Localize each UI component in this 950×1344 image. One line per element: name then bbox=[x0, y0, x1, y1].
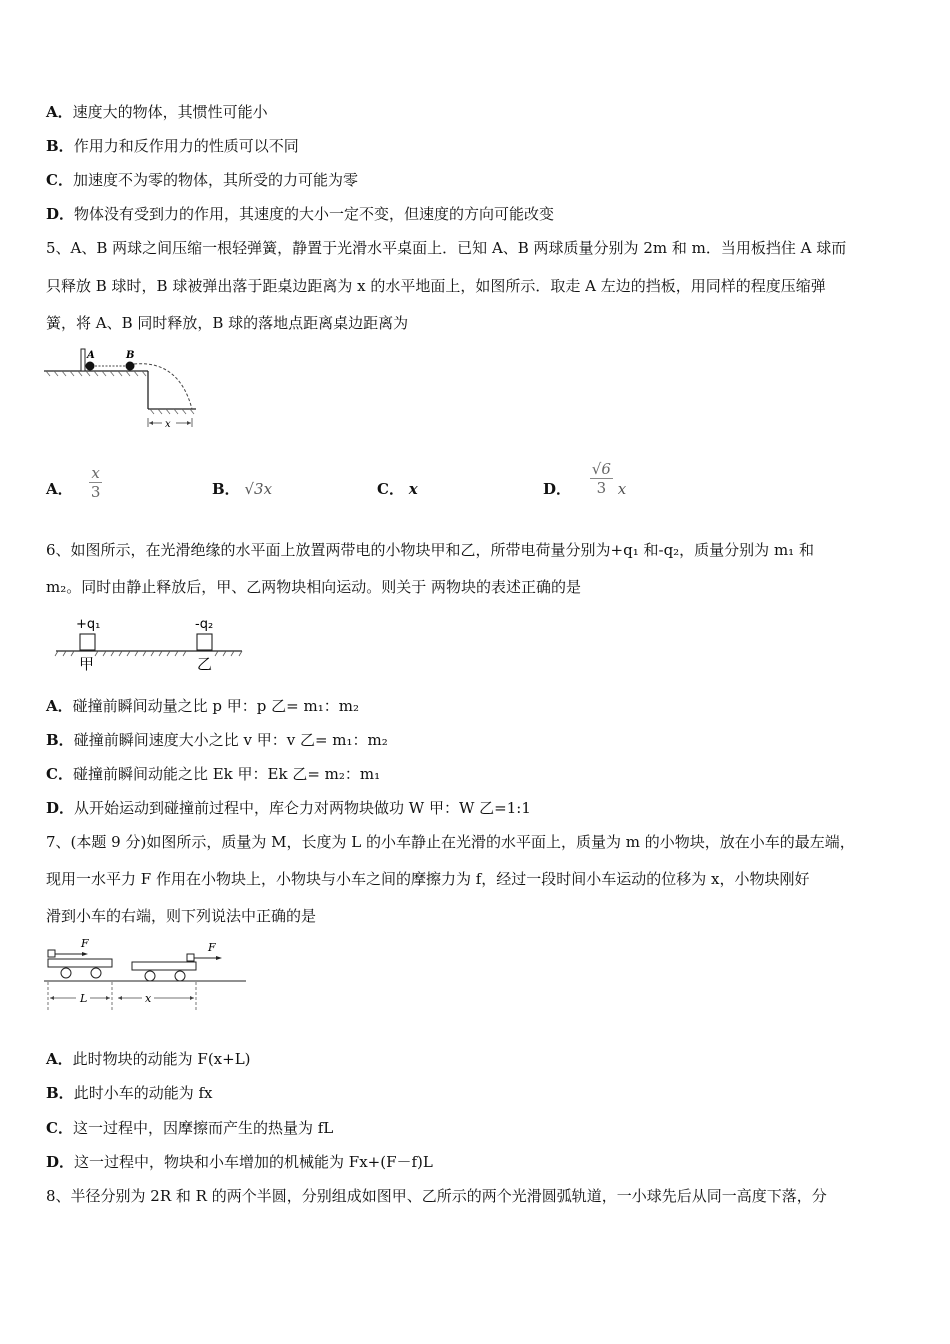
q5-option-b bbox=[212, 478, 272, 499]
q7-label-l: L bbox=[80, 992, 88, 1005]
fraction bbox=[89, 464, 101, 501]
option-text: 碰撞前瞬间动量之比 p 甲：p 乙= m₁：m₂ bbox=[72, 697, 359, 715]
q6-stem-line-1: 6、如图所示，在光滑绝缘的水平面上放置两带电的小物块甲和乙，所带电荷量分别为+q₁ 和-q₂，质量分别为 m₁ 和 bbox=[46, 541, 814, 559]
q6-stem-line-2: m₂。同时由静止释放后，甲、乙两物块相向运动。则关于 两物块的表述正确的是 bbox=[46, 578, 582, 596]
q7-figure-cart-block bbox=[44, 936, 248, 1014]
q6-option-a bbox=[46, 696, 359, 716]
q5-label-b: B bbox=[126, 350, 135, 361]
option-letter: C． bbox=[46, 765, 73, 783]
q5-option-a bbox=[46, 463, 102, 501]
option-letter: D． bbox=[543, 480, 572, 498]
q5-label-x: x bbox=[165, 419, 171, 430]
option-tail: x bbox=[617, 480, 627, 498]
option-text: x bbox=[408, 480, 418, 498]
option-letter: B． bbox=[46, 1084, 74, 1102]
q6-option-d bbox=[46, 798, 531, 818]
q7-option-a bbox=[46, 1049, 251, 1069]
option-letter: C． bbox=[46, 1119, 73, 1137]
q7-option-b bbox=[46, 1083, 212, 1103]
option-text: 作用力和反作用力的性质可以不同 bbox=[73, 137, 299, 155]
q7-stem-line-2: 现用一水平力 F 作用在小物块上，小物块与小车之间的摩擦力为 f，经过一段时间小车运动的位移为 x，小物块刚好 bbox=[46, 870, 810, 888]
q5-label-a: A bbox=[87, 350, 95, 361]
q6-label-jia: 甲 bbox=[79, 655, 95, 673]
option-letter: C． bbox=[377, 480, 404, 498]
q4-option-c bbox=[46, 170, 358, 190]
option-letter: B． bbox=[46, 731, 74, 749]
q8-stem-line-1: 8、半径分别为 2R 和 R 的两个半圆，分别组成如图甲、乙所示的两个光滑圆弧轨道，一小球先后从同一高度下落，分 bbox=[46, 1187, 827, 1205]
q5-stem-line-3: 簧，将 A、B 同时释放，B 球的落地点距离桌边距离为 bbox=[46, 314, 409, 332]
option-letter: D． bbox=[46, 1153, 75, 1171]
fraction bbox=[590, 460, 613, 497]
option-text: 这一过程中，物块和小车增加的机械能为 Fx+(F－f)L bbox=[74, 1153, 433, 1171]
option-text: 此时物块的动能为 F(x+L) bbox=[72, 1050, 251, 1068]
q5-stem-line-2: 只释放 B 球时，B 球被弹出落于距桌边距离为 x 的水平地面上，如图所示．取走 A 左边的挡板，用同样的程度压缩弹 bbox=[46, 277, 826, 295]
option-letter: D． bbox=[46, 799, 75, 817]
option-letter: A． bbox=[46, 1050, 73, 1068]
numerator: √6 bbox=[591, 459, 611, 478]
q7-option-d bbox=[46, 1152, 433, 1172]
q6-option-b bbox=[46, 730, 388, 750]
q6-label-yi: 乙 bbox=[197, 655, 213, 673]
q6-label-q2: -q₂ bbox=[195, 617, 214, 632]
q4-option-a bbox=[46, 102, 268, 122]
option-text: 碰撞前瞬间速度大小之比 v 甲：v 乙= m₁：m₂ bbox=[73, 731, 388, 749]
q5-option-c bbox=[377, 478, 418, 499]
q6-figure-charged-blocks bbox=[54, 612, 246, 674]
option-text: 从开始运动到碰撞前过程中，库仑力对两物块做功 W 甲：W 乙=1:1 bbox=[74, 799, 531, 817]
option-letter: A． bbox=[46, 697, 73, 715]
q6-label-q1: +q₁ bbox=[76, 617, 101, 632]
option-text: 加速度不为零的物体，其所受的力可能为零 bbox=[72, 171, 358, 189]
option-text: 速度大的物体，其惯性可能小 bbox=[72, 103, 268, 121]
q7-label-f2: F bbox=[208, 941, 216, 954]
denominator: 3 bbox=[596, 478, 607, 497]
option-letter: C． bbox=[46, 171, 73, 189]
q5-option-d bbox=[543, 459, 627, 499]
q7-label-f1: F bbox=[81, 937, 89, 950]
q4-option-b bbox=[46, 136, 299, 156]
q5-figure-spring-balls bbox=[44, 345, 204, 430]
option-text: 这一过程中，因摩擦而产生的热量为 fL bbox=[72, 1119, 334, 1137]
option-letter: B． bbox=[212, 480, 240, 498]
denominator: 3 bbox=[90, 482, 101, 501]
option-text: 此时小车的动能为 fx bbox=[73, 1084, 213, 1102]
q7-option-c bbox=[46, 1118, 333, 1138]
option-letter: A． bbox=[46, 480, 73, 498]
q5-stem-line-1: 5、A、B 两球之间压缩一根轻弹簧，静置于光滑水平桌面上．已知 A、B 两球质量分别为 2m 和 m．当用板挡住 A 球而 bbox=[46, 239, 847, 257]
q4-option-d bbox=[46, 204, 554, 224]
option-letter: D． bbox=[46, 205, 75, 223]
option-letter: A． bbox=[46, 103, 73, 121]
option-text: 碰撞前瞬间动能之比 Ek 甲：Ek 乙= m₂：m₁ bbox=[72, 765, 381, 783]
numerator: x bbox=[91, 463, 100, 482]
q6-option-c bbox=[46, 764, 380, 784]
q7-stem-line-1: 7、(本题 9 分)如图所示，质量为 M，长度为 L 的小车静止在光滑的水平面上，质量为 m 的小物块，放在小车的最左端， bbox=[46, 833, 855, 851]
option-letter: B． bbox=[46, 137, 74, 155]
q7-label-x: x bbox=[145, 992, 152, 1005]
option-text: 物体没有受到力的作用，其速度的大小一定不变，但速度的方向可能改变 bbox=[74, 205, 555, 223]
q7-stem-line-3: 滑到小车的右端，则下列说法中正确的是 bbox=[46, 907, 317, 925]
option-text: √3x bbox=[244, 480, 273, 498]
